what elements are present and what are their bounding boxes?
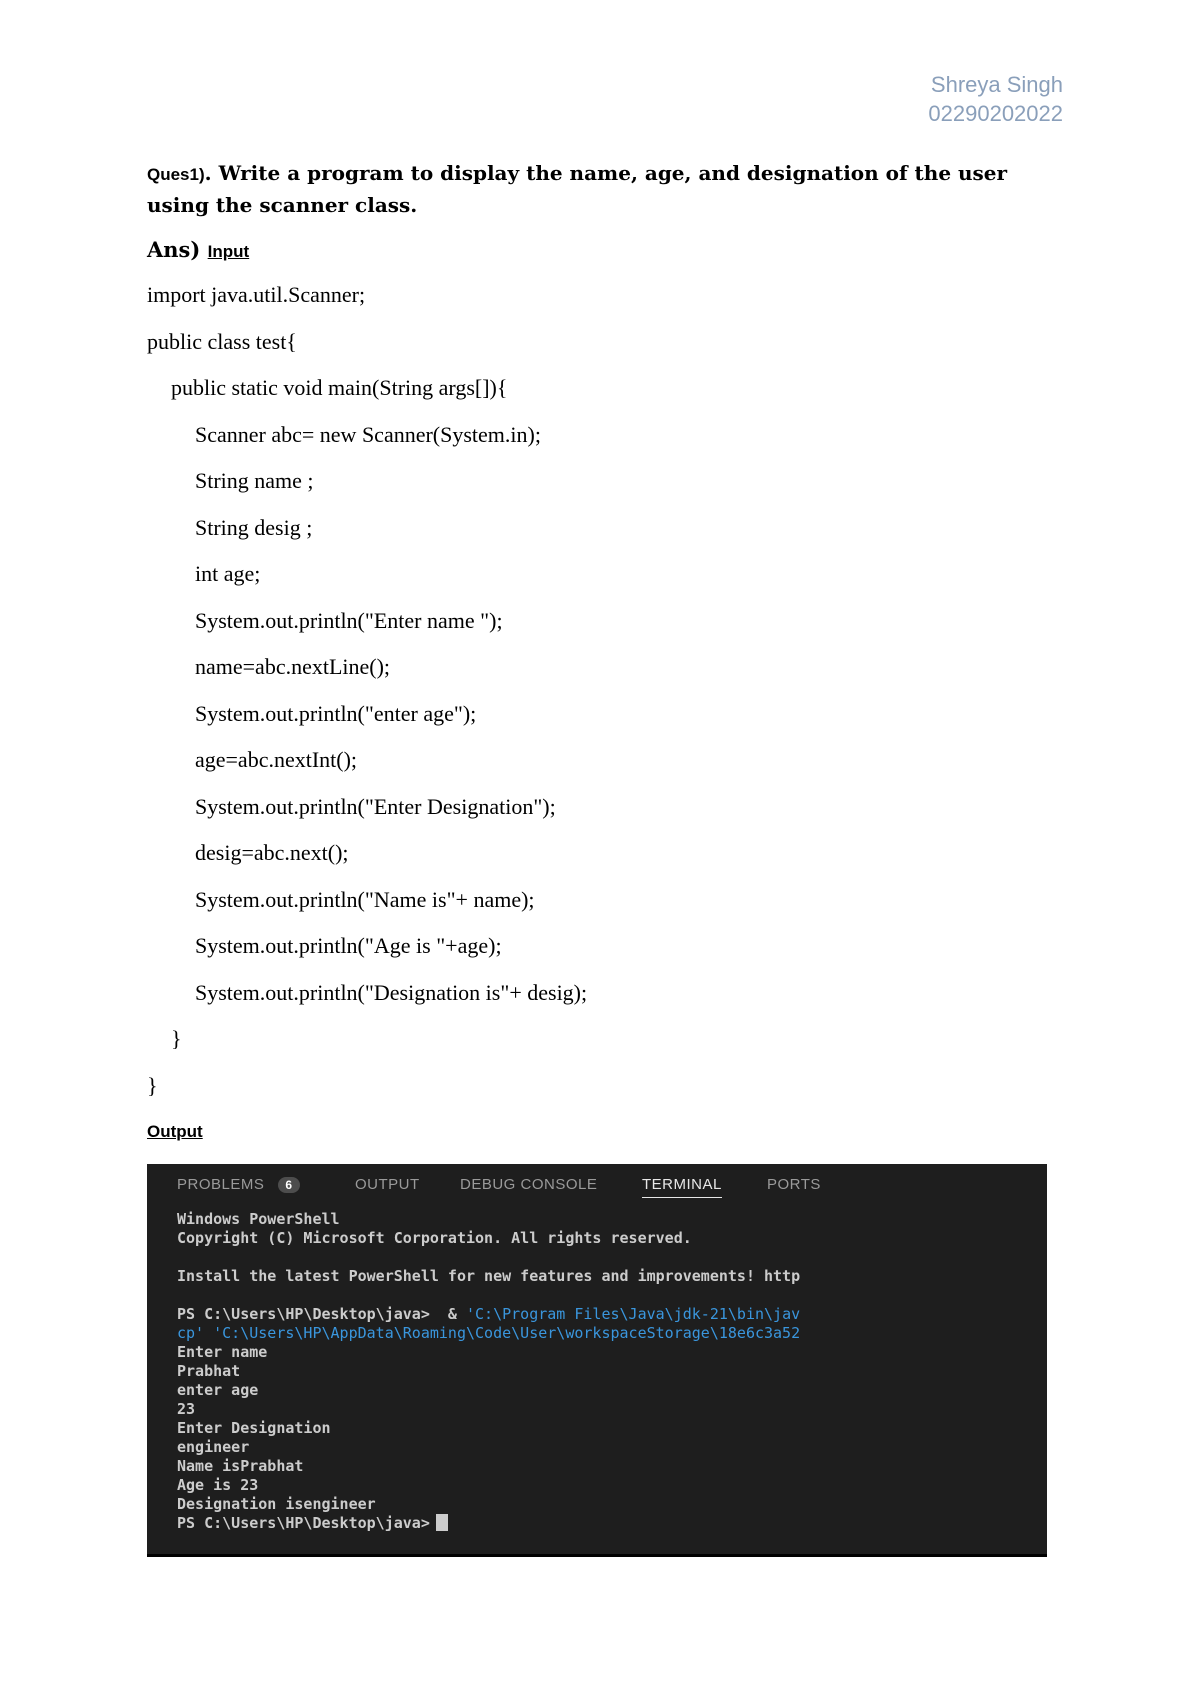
terminal-line: PS C:\Users\HP\Desktop\java> & 'C:\Program Files\Java\jdk-21\bin\jav <box>177 1305 801 1323</box>
terminal-line: engineer <box>177 1438 250 1456</box>
terminal-line: Windows PowerShell <box>177 1210 340 1228</box>
code-line: System.out.println("Age is "+age); <box>195 933 502 958</box>
tab-debug-console[interactable]: DEBUG CONSOLE <box>460 1176 598 1193</box>
code-line: int age; <box>195 561 261 586</box>
code-line: System.out.println("Enter Designation"); <box>195 793 556 819</box>
author-id: 02290202022 <box>928 101 1063 126</box>
code-line: System.out.println("Designation is"+ desig); <box>195 979 588 1005</box>
terminal-line: 23 <box>177 1400 196 1418</box>
terminal-line: Name isPrabhat <box>177 1457 304 1475</box>
problems-count-badge: 6 <box>278 1177 299 1193</box>
code-line: String desig ; <box>195 514 313 540</box>
page-header <box>928 70 1063 128</box>
code-line: } <box>171 1026 182 1051</box>
code-line: Scanner abc= new Scanner(System.in); <box>195 421 541 447</box>
code-line: import java.util.Scanner; <box>147 282 366 307</box>
code-line: System.out.println("Name is"+ name); <box>195 886 535 912</box>
code-line: desig=abc.next(); <box>195 840 349 865</box>
code-line: System.out.println("enter age"); <box>195 700 477 726</box>
terminal-line: Enter name <box>177 1343 268 1361</box>
terminal-line: Copyright (C) Microsoft Corporation. All rights reserved. <box>177 1229 692 1247</box>
code-line: System.out.println("Enter name "); <box>195 607 503 633</box>
code-line: public static void main(String args[]){ <box>171 375 508 400</box>
terminal-panel <box>147 1164 1047 1554</box>
output-label: Output <box>147 1122 203 1141</box>
answer-heading <box>147 237 249 262</box>
terminal-line: PS C:\Users\HP\Desktop\java> <box>177 1514 448 1533</box>
question-text: . Write a program to display the name, age, and designation of the user using the scanner class. <box>147 161 1008 217</box>
terminal-line: cp' 'C:\Users\HP\AppData\Roaming\Code\User\workspaceStorage\18e6c3a52 <box>177 1324 801 1342</box>
code-line: age=abc.nextInt(); <box>195 747 358 772</box>
code-line: name=abc.nextLine(); <box>195 654 391 679</box>
tab-terminal[interactable]: TERMINAL <box>642 1176 722 1193</box>
terminal-line: Designation isengineer <box>177 1495 376 1513</box>
tab-problems[interactable] <box>177 1176 300 1193</box>
terminal-line: Enter Designation <box>177 1419 331 1437</box>
terminal-line: Prabhat <box>177 1362 241 1380</box>
terminal-line: Age is 23 <box>177 1476 259 1494</box>
question-label: Ques1) <box>147 165 205 184</box>
code-line: } <box>147 1072 158 1098</box>
question <box>147 158 1067 220</box>
terminal-line: enter age <box>177 1381 259 1399</box>
author-name: Shreya Singh <box>930 72 1063 97</box>
input-label: Input <box>207 242 250 261</box>
terminal-bottom-border <box>147 1554 1047 1557</box>
terminal-cursor <box>436 1514 448 1531</box>
tab-output[interactable]: OUTPUT <box>355 1176 420 1193</box>
answer-label: Ans) <box>147 237 201 262</box>
code-line: public class test{ <box>147 328 297 354</box>
terminal-line: Install the latest PowerShell for new features and improvements! http <box>177 1267 801 1285</box>
tab-ports[interactable]: PORTS <box>767 1176 821 1193</box>
tab-label: PROBLEMS <box>177 1176 265 1193</box>
code-line: String name ; <box>195 468 314 493</box>
